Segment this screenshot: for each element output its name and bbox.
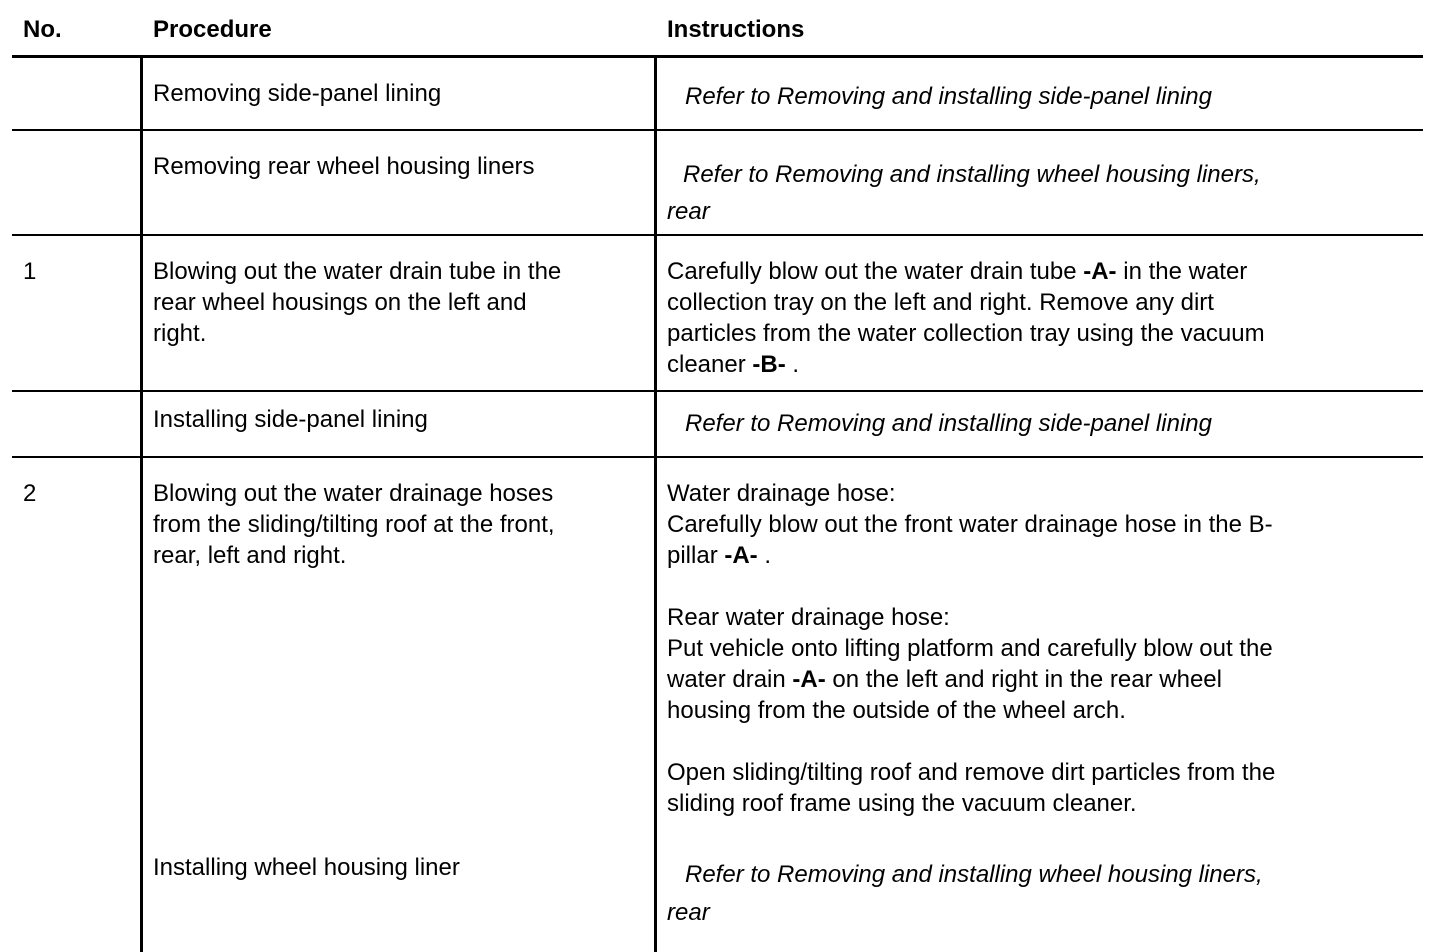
component-label: -A- [1083, 258, 1117, 285]
header-no: No. [23, 16, 62, 43]
row-number: 2 [23, 480, 37, 507]
instruction-paragraph: Water drainage hose: Carefully blow out the front water drainage hose in the B- pillar -A- . [667, 480, 1273, 569]
row-divider [12, 234, 1423, 236]
table-row-instructions [667, 478, 1275, 819]
instruction-paragraph: Rear water drainage hose: Put vehicle onto lifting platform and carefully blow out the water drain -A- on the left and right in the rear wheel housing from the outside of the wheel arch. [667, 604, 1273, 724]
row-divider [12, 129, 1423, 131]
column-divider [140, 57, 143, 952]
header-instructions: Instructions [667, 16, 805, 43]
table-row-reference: Refer to Removing and installing side-panel lining [685, 83, 1212, 110]
table-row-procedure: Removing side-panel lining [153, 80, 442, 107]
table-row-reference: Refer to Removing and installing wheel housing liners, rear [667, 161, 1261, 225]
column-divider [654, 57, 657, 952]
header-procedure: Procedure [153, 16, 272, 43]
component-label: -A- [724, 542, 758, 569]
row-number: 1 [23, 258, 37, 285]
table-row-procedure: Removing rear wheel housing liners [153, 153, 535, 180]
component-label: -B- [752, 351, 786, 378]
table-row-instructions: Carefully blow out the water drain tube -A- in the water collection tray on the left and right. Remove any dirt particles from the water collection tray using the vacuum cleaner -B- . [667, 258, 1265, 378]
table-row-procedure: Installing wheel housing liner [153, 854, 460, 881]
table-row-procedure: Blowing out the water drain tube in the rear wheel housings on the left and right. [153, 258, 562, 347]
row-divider [12, 390, 1423, 392]
table-row-procedure: Blowing out the water drainage hoses from the sliding/tilting roof at the front, rear, left and right. [153, 480, 555, 569]
component-label: -A- [792, 666, 826, 693]
table-row-reference: Refer to Removing and installing side-panel lining [685, 410, 1212, 437]
table-row-reference: Refer to Removing and installing wheel housing liners, rear [667, 861, 1263, 926]
header-divider [12, 55, 1423, 58]
instruction-paragraph: Open sliding/tilting roof and remove dirt particles from the sliding roof frame using the vacuum cleaner. [667, 759, 1276, 817]
table-row-procedure: Installing side-panel lining [153, 406, 428, 433]
row-divider [12, 456, 1423, 458]
